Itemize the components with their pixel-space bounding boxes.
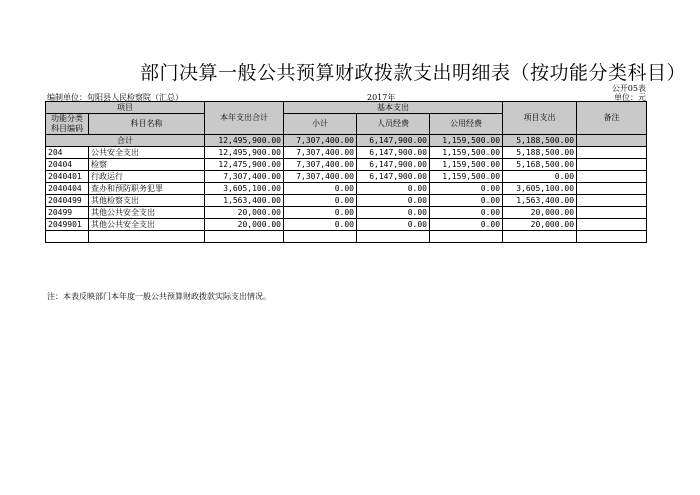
row-code	[46, 231, 89, 243]
header-personnel: 人员经费	[357, 114, 430, 135]
row-public: 0.00	[430, 195, 503, 207]
currency-unit: 单位：元	[614, 93, 646, 102]
row-code: 2040404	[46, 183, 89, 195]
row-project: 5,188,500.00	[503, 147, 577, 159]
row-project: 0.00	[503, 171, 577, 183]
row-personnel: 0.00	[357, 183, 430, 195]
report-year: 2017年	[367, 93, 396, 102]
row-project: 5,188,500.00	[503, 135, 577, 147]
row-remark	[577, 135, 647, 147]
row-subtotal: 7,307,400.00	[284, 147, 357, 159]
row-project	[503, 231, 577, 243]
table-row	[46, 183, 647, 195]
row-public: 0.00	[430, 207, 503, 219]
row-public: 0.00	[430, 183, 503, 195]
row-code: 20499	[46, 207, 89, 219]
row-personnel: 6,147,900.00	[357, 147, 430, 159]
row-subtotal: 7,307,400.00	[284, 159, 357, 171]
row-personnel: 6,147,900.00	[357, 135, 430, 147]
row-public: 1,159,500.00	[430, 159, 503, 171]
row-project: 5,168,500.00	[503, 159, 577, 171]
row-remark	[577, 171, 647, 183]
table-row	[46, 219, 647, 231]
footnote: 注：本表反映部门本年度一般公共预算财政拨款实际支出情况。	[47, 292, 271, 301]
page-title: 部门决算一般公共预算财政拨款支出明细表（按功能分类科目）	[140, 62, 687, 84]
row-subtotal: 7,307,400.00	[284, 171, 357, 183]
row-remark	[577, 207, 647, 219]
row-public: 0.00	[430, 219, 503, 231]
row-name: 公共安全支出	[89, 147, 205, 159]
header-basic-expense: 基本支出	[284, 102, 503, 114]
row-project: 3,605,100.00	[503, 183, 577, 195]
header-public: 公用经费	[430, 114, 503, 135]
row-project: 20,000.00	[503, 207, 577, 219]
row-personnel: 0.00	[357, 195, 430, 207]
row-code: 2040499	[46, 195, 89, 207]
table-row	[46, 195, 647, 207]
row-subtotal	[284, 231, 357, 243]
row-name: 其他公共安全支出	[89, 207, 205, 219]
row-personnel	[357, 231, 430, 243]
row-remark	[577, 231, 647, 243]
table-row	[46, 171, 647, 183]
row-total: 20,000.00	[205, 207, 284, 219]
row-public: 1,159,500.00	[430, 135, 503, 147]
header-project: 项目支出	[503, 102, 577, 135]
header-subtotal: 小计	[284, 114, 357, 135]
row-public	[430, 231, 503, 243]
row-code: 20404	[46, 159, 89, 171]
row-remark	[577, 147, 647, 159]
row-total	[205, 231, 284, 243]
table-row	[46, 147, 647, 159]
row-code: 2049901	[46, 219, 89, 231]
row-total: 12,495,900.00	[205, 147, 284, 159]
row-remark	[577, 159, 647, 171]
row-total: 20,000.00	[205, 219, 284, 231]
row-total: 3,605,100.00	[205, 183, 284, 195]
row-personnel: 6,147,900.00	[357, 159, 430, 171]
header-item: 项目	[46, 102, 205, 114]
row-subtotal: 7,307,400.00	[284, 135, 357, 147]
form-code: 公开05表	[611, 84, 646, 93]
row-public: 1,159,500.00	[430, 147, 503, 159]
row-name: 查办和预防职务犯罪	[89, 183, 205, 195]
row-code: 2040401	[46, 171, 89, 183]
row-personnel: 0.00	[357, 207, 430, 219]
table-row	[46, 207, 647, 219]
row-code: 204	[46, 147, 89, 159]
row-project: 20,000.00	[503, 219, 577, 231]
row-remark	[577, 219, 647, 231]
table-row	[46, 159, 647, 171]
row-name: 其他检察支出	[89, 195, 205, 207]
expenditure-table	[45, 101, 647, 243]
row-subtotal: 0.00	[284, 219, 357, 231]
row-total: 1,563,400.00	[205, 195, 284, 207]
header-remark: 备注	[577, 102, 647, 135]
compiling-unit: 编制单位：旬阳县人民检察院（汇总）	[47, 93, 183, 102]
row-name: 其他公共安全支出	[89, 219, 205, 231]
row-subtotal: 0.00	[284, 195, 357, 207]
row-remark	[577, 195, 647, 207]
row-public: 1,159,500.00	[430, 171, 503, 183]
row-name: 检察	[89, 159, 205, 171]
header-year-total: 本年支出合计	[205, 102, 284, 135]
header-subject-name: 科目名称	[89, 114, 205, 135]
row-project: 1,563,400.00	[503, 195, 577, 207]
row-total: 7,307,400.00	[205, 171, 284, 183]
row-remark	[577, 183, 647, 195]
row-subtotal: 0.00	[284, 207, 357, 219]
table-row	[46, 135, 647, 147]
table-row	[46, 231, 647, 243]
header-func-code: 功能分类科目编码	[46, 114, 89, 135]
row-total: 12,495,900.00	[205, 135, 284, 147]
row-name: 行政运行	[89, 171, 205, 183]
row-name	[89, 231, 205, 243]
row-subtotal: 0.00	[284, 183, 357, 195]
row-name: 合计	[46, 135, 205, 147]
row-personnel: 6,147,900.00	[357, 171, 430, 183]
row-total: 12,475,900.00	[205, 159, 284, 171]
row-personnel: 0.00	[357, 219, 430, 231]
